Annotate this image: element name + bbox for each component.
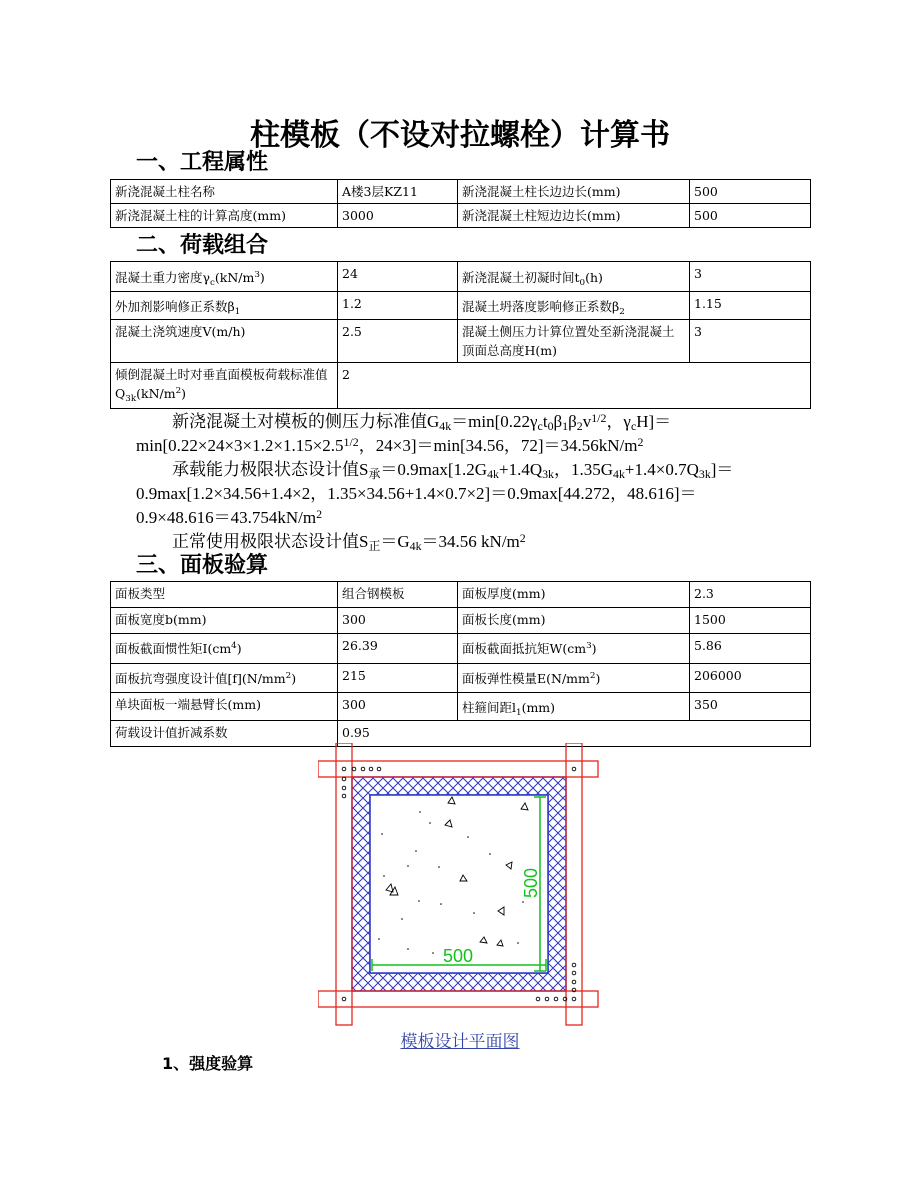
label-cell: 面板宽度b(mm) — [111, 608, 338, 634]
value-cell: 3 — [690, 320, 811, 363]
value-cell: 215 — [338, 664, 458, 693]
label-cell: 面板弹性模量$E(N/mm^2)$ — [458, 664, 690, 693]
load-combination-table — [110, 261, 811, 409]
label-cell: 新浇混凝土柱长边边长(mm) — [458, 180, 690, 204]
dimension-width-label: 500 — [442, 946, 474, 966]
label-cell: 新浇混凝土柱短边边长(mm) — [458, 204, 690, 228]
value-cell: 3 — [690, 262, 811, 292]
clamp-left — [336, 743, 352, 1025]
table-row — [111, 262, 811, 292]
value-cell: 5.86 — [690, 634, 811, 664]
page-title: 柱模板（不设对拉螺栓）计算书 — [250, 118, 670, 153]
label-cell: 面板长度(mm) — [458, 608, 690, 634]
table-row — [111, 634, 811, 664]
label-cell: 混凝土浇筑速度V(m/h) — [111, 320, 338, 363]
table-row — [111, 180, 811, 204]
clamp-bottom — [318, 991, 598, 1007]
panel-check-table — [110, 581, 811, 747]
project-attributes-table — [110, 179, 811, 228]
value-cell: 1500 — [690, 608, 811, 634]
calc-line-ultimate-state: 承载能力极限状态设计值$S_承=0.9\max[1.2G_{4k}+1.4Q_{3k}$，$1.35G_{4k}+1.4\times 0.7Q_{3k}]=$ — [172, 460, 734, 481]
label-cell: 倾倒混凝土时对垂直面模板荷载标准值$Q_{3k}(kN/m^2)$ — [111, 363, 338, 409]
subsection-heading-strength: 1、强度验算 — [162, 1054, 254, 1073]
value-cell: 24 — [338, 262, 458, 292]
value-cell: 300 — [338, 693, 458, 721]
label-cell: 面板厚度(mm) — [458, 582, 690, 608]
figure-caption[interactable]: 模板设计平面图 — [400, 1032, 520, 1051]
label-cell: 新浇混凝土柱的计算高度(mm) — [111, 204, 338, 228]
table-row — [111, 363, 811, 409]
label-cell: 面板截面抵抗矩$W(cm^3)$ — [458, 634, 690, 664]
label-cell: 柱箍间距$l_1(mm)$ — [458, 693, 690, 721]
table-row — [111, 204, 811, 228]
value-cell: A楼3层KZ11 — [338, 180, 458, 204]
table-row — [111, 320, 811, 363]
value-cell: 1.15 — [690, 292, 811, 320]
value-cell: 350 — [690, 693, 811, 721]
calc-line-ultimate-state-expand: 0.9max[1.2×34.56+1.4×2，1.35×34.56+1.4×0.7×2]＝0.9max[44.272，48.616]＝ — [136, 484, 697, 503]
value-cell: 2 — [338, 363, 811, 409]
calc-line-lateral-pressure: 新浇混凝土对模板的侧压力标准值$G_{4k}=\min[0.22\gamma_ct_0\beta_1\beta_2v^{1/2}$，$\gamma_cH]=$ — [172, 411, 672, 433]
clamp-right — [566, 743, 582, 1025]
label-cell: 新浇混凝土初凝时间$t_0(h)$ — [458, 262, 690, 292]
label-cell: 单块面板一端悬臂长(mm) — [111, 693, 338, 721]
value-cell: 300 — [338, 608, 458, 634]
calc-line-serviceability-state: 正常使用极限状态设计值$S_正=G_{4k}=34.56$ $kN/m^2$ — [172, 531, 526, 553]
section-heading-project: 一、工程属性 — [136, 150, 269, 175]
value-cell: 组合钢模板 — [338, 582, 458, 608]
calc-line-ultimate-state-result: $0.9\times 48.616=43.754kN/m^2$ — [136, 507, 323, 527]
label-cell: 荷载设计值折减系数 — [111, 721, 338, 747]
value-cell: 26.39 — [338, 634, 458, 664]
value-cell: 3000 — [338, 204, 458, 228]
section-heading-load: 二、荷载组合 — [136, 233, 269, 258]
table-row — [111, 664, 811, 693]
clamp-top — [318, 761, 598, 777]
table-row — [111, 693, 811, 721]
formwork-plan-drawing — [318, 743, 602, 1027]
label-cell: 混凝土坍落度影响修正系数$\beta_2$ — [458, 292, 690, 320]
table-row — [111, 292, 811, 320]
section-heading-panel: 三、面板验算 — [136, 553, 269, 578]
label-cell: 面板类型 — [111, 582, 338, 608]
table-row — [111, 582, 811, 608]
dimension-depth-label: 500 — [521, 867, 541, 899]
label-cell: 混凝土重力密度$\gamma_c(kN/m^3)$ — [111, 262, 338, 292]
value-cell: 2.5 — [338, 320, 458, 363]
value-cell: 2.3 — [690, 582, 811, 608]
label-cell: 新浇混凝土柱名称 — [111, 180, 338, 204]
label-cell: 面板截面惯性矩$I(cm^4)$ — [111, 634, 338, 664]
table-row — [111, 608, 811, 634]
label-cell: 面板抗弯强度设计值$[f](N/mm^2)$ — [111, 664, 338, 693]
value-cell: 500 — [690, 180, 811, 204]
label-cell: 外加剂影响修正系数$\beta_1$ — [111, 292, 338, 320]
value-cell: 500 — [690, 204, 811, 228]
calculation-block — [136, 410, 776, 554]
label-cell: 混凝土侧压力计算位置处至新浇混凝土顶面总高度H(m) — [458, 320, 690, 363]
value-cell: 1.2 — [338, 292, 458, 320]
value-cell: 0.95 — [338, 721, 811, 747]
calc-line-lateral-pressure-value: $\min[0.22\times 24\times 3\times 1.2\times 1.15\times 2.5^{1/2}$，24×3]＝min[34.56，$72]=34.56kN/m^2$ — [136, 435, 644, 455]
value-cell: 206000 — [690, 664, 811, 693]
